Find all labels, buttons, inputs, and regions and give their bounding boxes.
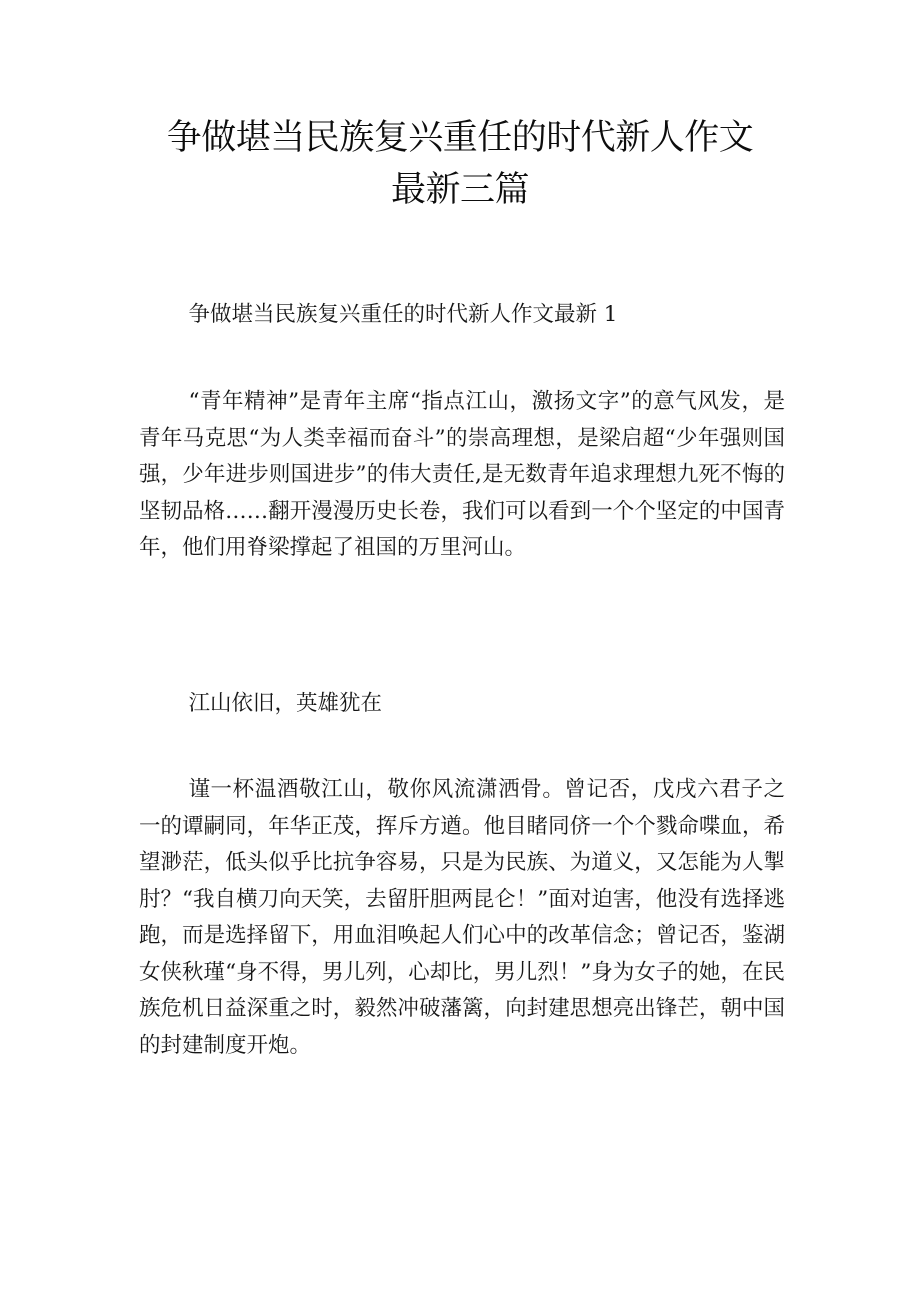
- body-paragraph-2: 谨一杯温酒敬江山，敬你风流潇洒骨。曾记否，戊戌六君子之一的谭嗣同，年华正茂，挥斥方遒。他目睹同侪一个个戮命喋血，希望渺茫，低头似乎比抗争容易，只是为民族、为道义，又怎能为人掣肘？“我自横刀向天笑，去留肝胆两昆仑！”面对迫害，他没有选择逃跑，而是选择留下，用血泪唤起人们心中的改革信念；曾记否，鉴湖女侠秋瑾“身不得，男儿列，心却比，男儿烈！”身为女子的她，在民族危机日益深重之时，毅然冲破藩篱，向封建思想亮出锋芒，朝中国的封建制度开炮。: [139, 777, 785, 1058]
- document-title: 争做堪当民族复兴重任的时代新人作文最新三篇: [166, 118, 754, 210]
- body-paragraph-1: “青年精神”是青年主席“指点江山，激扬文字”的意气风发，是青年马克思“为人类幸福而奋斗”的崇高理想，是梁启超“少年强则国强，少年进步则国进步”的伟大责任,是无数青年追求理想九死不悔的坚韧品格……翻开漫漫历史长卷，我们可以看到一个个坚定的中国青年，他们用脊梁撑起了祖国的万里河山。: [139, 389, 785, 560]
- section-heading: 争做堪当民族复兴重任的时代新人作文最新 1: [188, 302, 618, 327]
- subheading: 江山依旧，英雄犹在: [188, 691, 382, 716]
